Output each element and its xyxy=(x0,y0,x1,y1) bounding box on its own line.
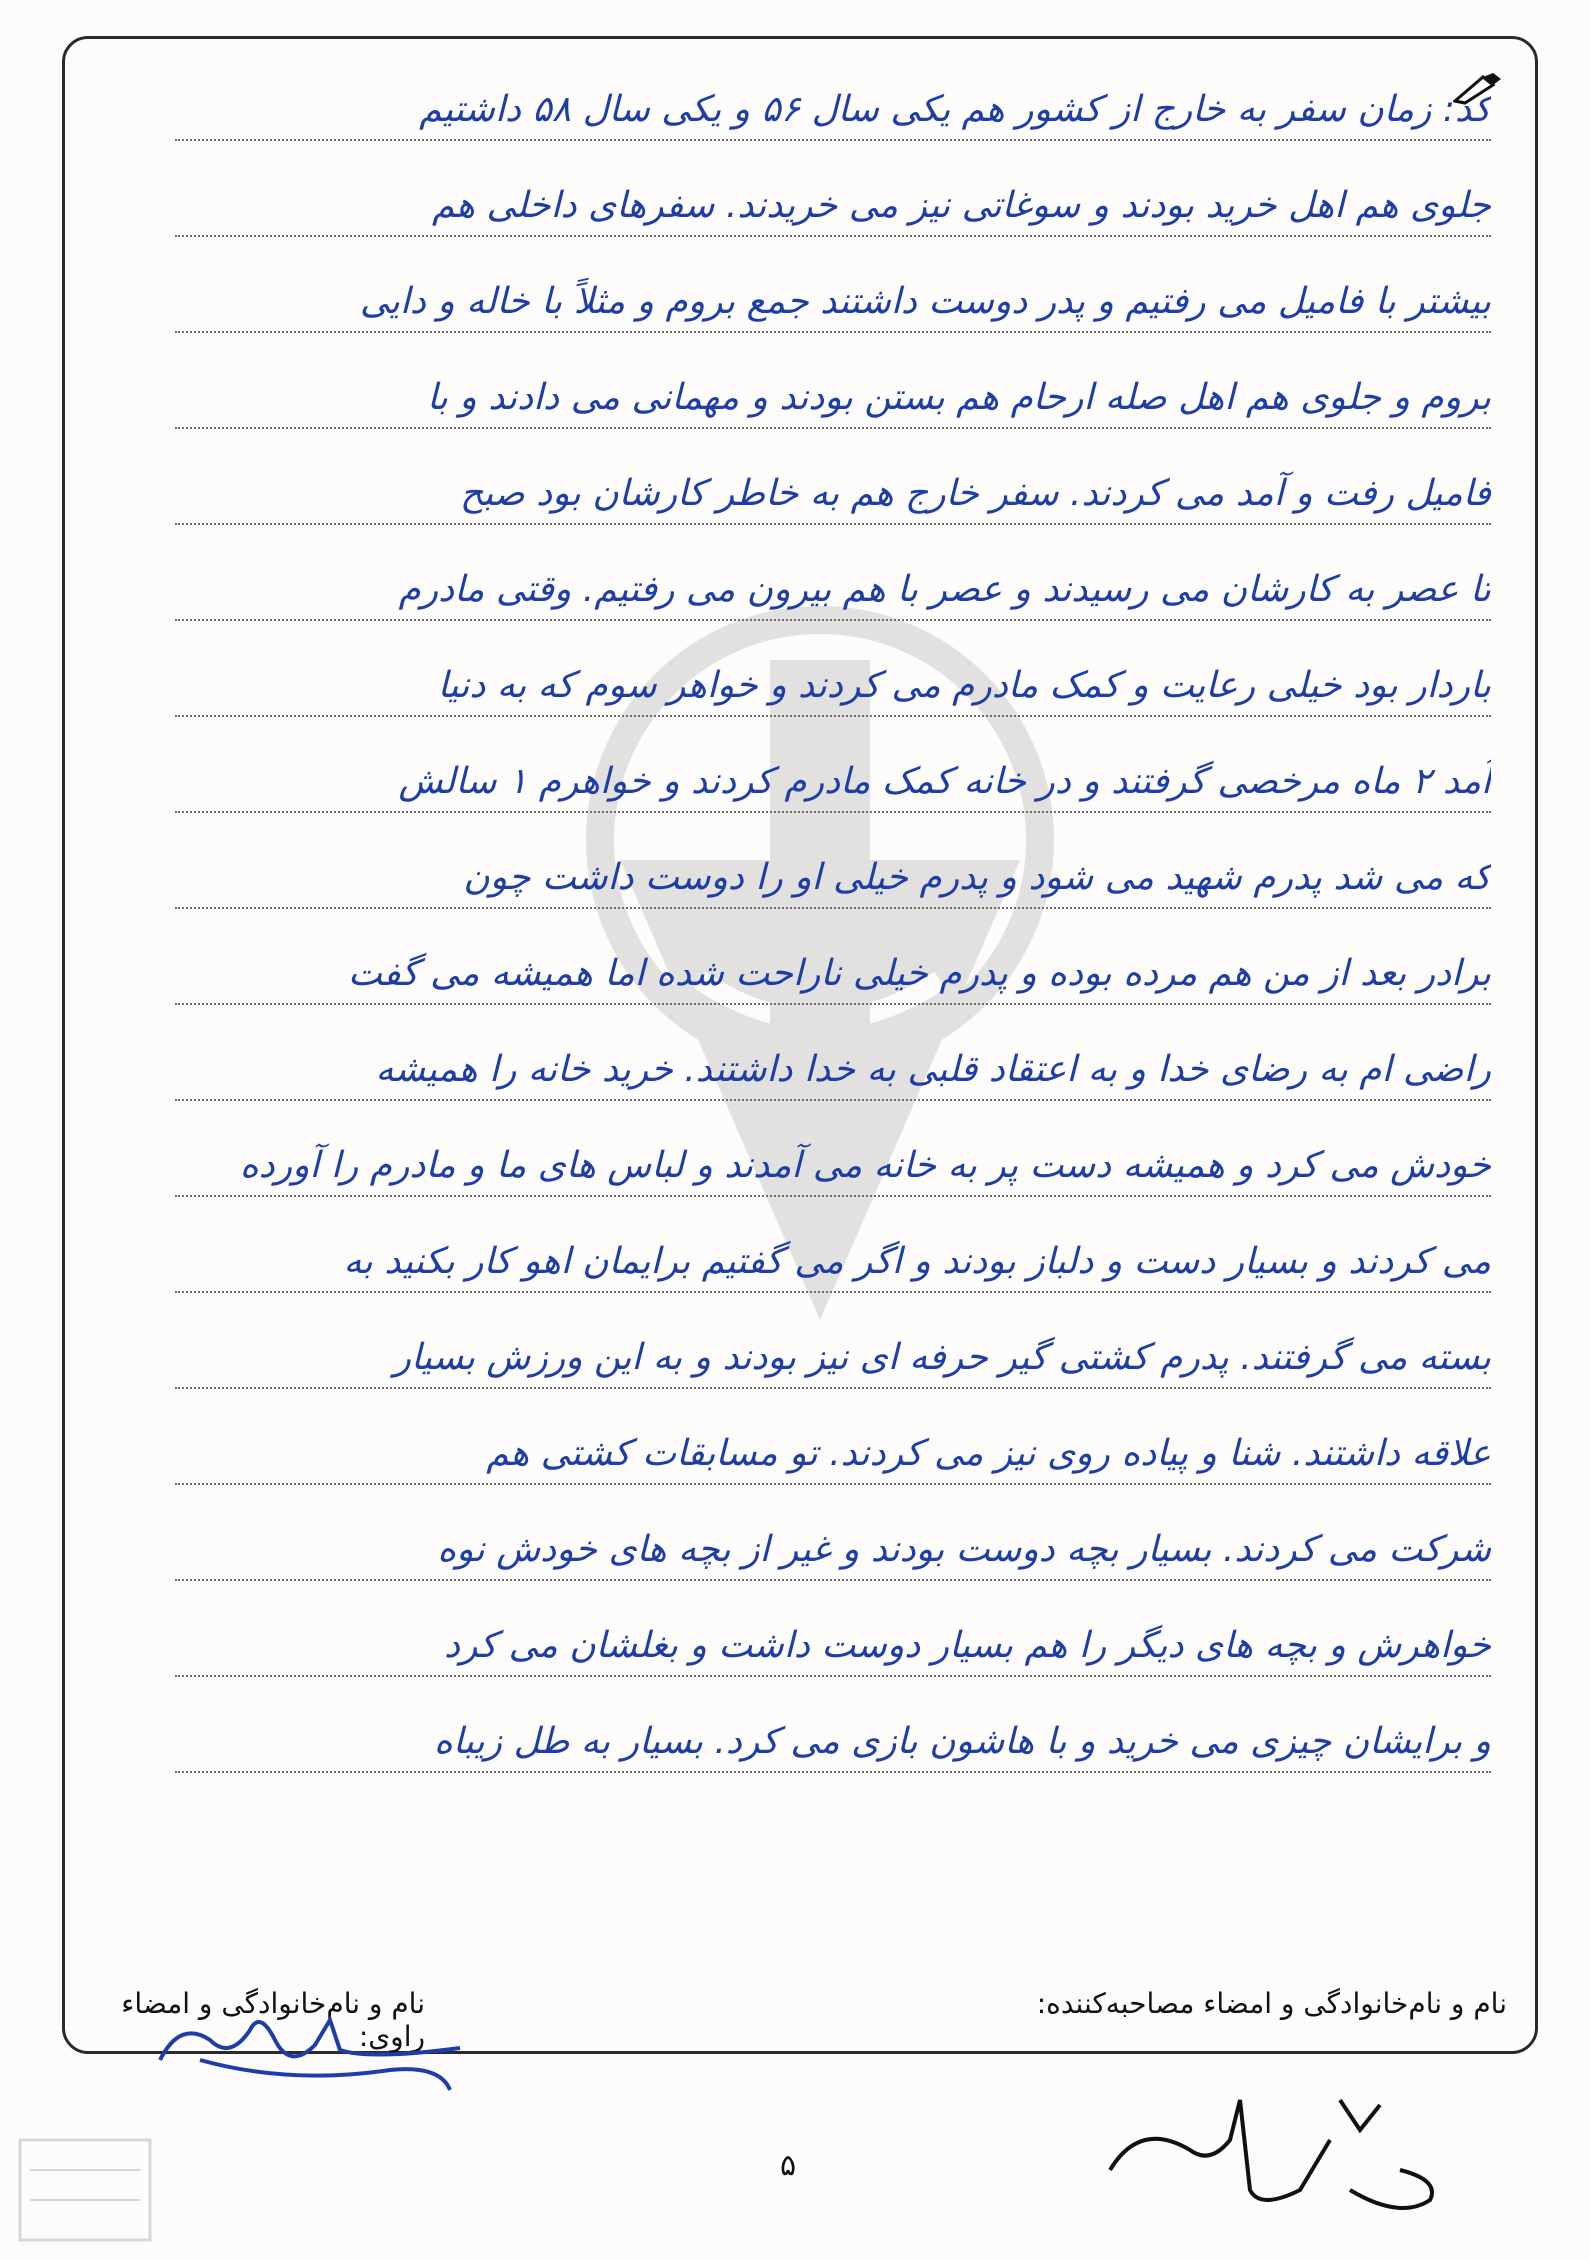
handwritten-line: راضی ام به رضای خدا و به اعتقاد قلبی به خدا داشتند. خرید خانه را همیشه xyxy=(175,1039,1491,1101)
page-number: ۵ xyxy=(780,2148,797,2183)
handwritten-line: که می شد پدرم شهید می شود و پدرم خیلی او را دوست داشت چون xyxy=(175,847,1491,909)
handwritten-line: و برایشان چیزی می خرید و با هاشون بازی می کرد. بسیار به طل زیباه xyxy=(175,1711,1491,1773)
handwritten-line: برادر بعد از من هم مرده بوده و پدرم خیلی ناراحت شده اما همیشه می گفت xyxy=(175,943,1491,1005)
handwritten-line: فامیل رفت و آمد می کردند. سفر خارج هم به خاطر کارشان بود صبح xyxy=(175,463,1491,525)
faded-stamp-mark xyxy=(10,2130,160,2250)
handwritten-line: خواهرش و بچه های دیگر را هم بسیار دوست داشت و بغلشان می کرد xyxy=(175,1615,1491,1677)
handwritten-line: باردار بود خیلی رعایت و کمک مادرم می کردند و خواهر سوم که به دنیا xyxy=(175,655,1491,717)
handwritten-line: بسته می گرفتند. پدرم کشتی گیر حرفه ای نیز بودند و به این ورزش بسیار xyxy=(175,1327,1491,1389)
handwritten-line: شرکت می کردند. بسیار بچه دوست بودند و غیر از بچه های خودش نوه xyxy=(175,1519,1491,1581)
handwritten-line: بروم و جلوی هم اهل صله ارحام هم بستن بودند و مهمانی می دادند و با xyxy=(175,367,1491,429)
interviewer-signature-label: نام و نام‌خانوادگی و امضاء مصاحبه‌کننده: xyxy=(1036,1987,1507,2020)
handwritten-line: آمد ۲ ماه مرخصی گرفتند و در خانه کمک مادرم کردند و خواهرم ۱ سالش xyxy=(175,751,1491,813)
handwritten-line: تا عصر به کارشان می رسیدند و عصر با هم بیرون می رفتیم. وقتی مادرم xyxy=(175,559,1491,621)
narrator-signature-label: نام و نام‌خانوادگی و امضاء راوی: xyxy=(121,1987,425,2053)
narrator-signature-mark xyxy=(140,1990,470,2100)
handwritten-line: خودش می کرد و همیشه دست پر به خانه می آمدند و لباس های ما و مادرم را آورده xyxy=(175,1135,1491,1197)
handwritten-line: کد: زمان سفر به خارج از کشور هم یکی سال ۵۶ و یکی سال ۵۸ داشتیم xyxy=(175,79,1491,141)
text-lines xyxy=(65,39,1535,2051)
handwritten-line: می کردند و بسیار دست و دلباز بودند و اگر می گفتیم برایمان اهو کار بکنید به xyxy=(175,1231,1491,1293)
handwritten-line: جلوی هم اهل خرید بودند و سوغاتی نیز می خریدند. سفرهای داخلی هم xyxy=(175,175,1491,237)
handwritten-line: بیشتر با فامیل می رفتیم و پدر دوست داشتند جمع بروم و مثلاً با خاله و دایی xyxy=(175,271,1491,333)
page-frame xyxy=(62,36,1538,2054)
interviewer-signature-mark xyxy=(1100,2080,1440,2230)
handwritten-line: علاقه داشتند. شنا و پیاده روی نیز می کردند. تو مسابقات کشتی هم xyxy=(175,1423,1491,1485)
